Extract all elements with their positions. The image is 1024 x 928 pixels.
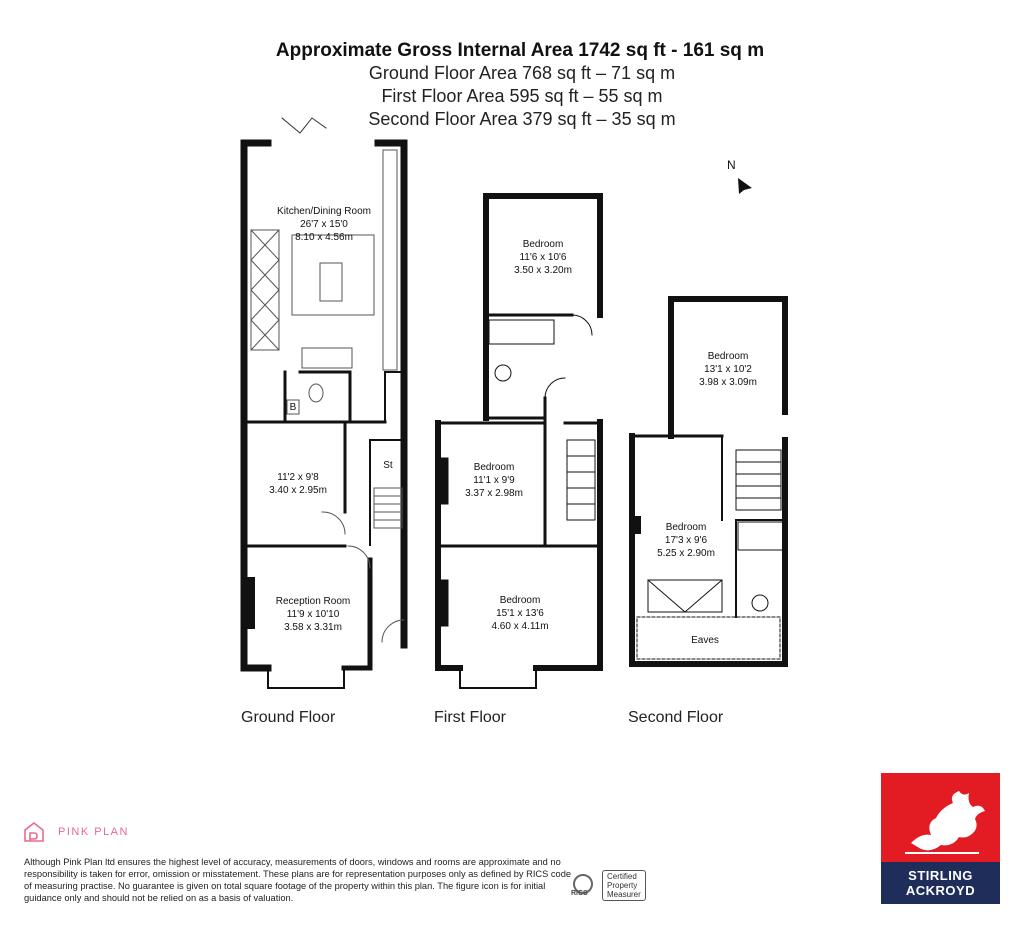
second-main-bedroom-label — [636, 521, 736, 560]
room-imperial: 15'1 x 13'6 — [496, 608, 544, 619]
rics-cert-line: Certified — [607, 872, 637, 881]
ground-floor-area: Ground Floor Area 768 sq ft – 71 sq m — [368, 63, 676, 83]
second-floor-area: Second Floor Area 379 sq ft – 35 sq m — [368, 109, 676, 129]
room-name: Kitchen/Dining Room — [277, 206, 371, 217]
stirling-ackroyd-logo — [881, 773, 1000, 904]
first-front-bedroom-label — [470, 594, 570, 633]
pink-plan-logo — [22, 820, 129, 844]
room-name: Bedroom — [665, 522, 707, 533]
rics-cert-line: Measurer — [607, 890, 641, 899]
ground-floor-label: Ground Floor — [241, 709, 336, 726]
pink-plan-house-icon — [22, 820, 46, 844]
room-imperial: 11'1 x 9'9 — [473, 475, 515, 486]
room-metric: 3.98 x 3.09m — [699, 377, 757, 388]
room-name: Bedroom — [707, 351, 749, 362]
gross-area-title: Approximate Gross Internal Area 1742 sq ft - 161 sq m — [275, 40, 765, 61]
brand-line-1: STIRLING — [908, 868, 973, 883]
second-rear-bedroom-label — [678, 350, 778, 389]
room-metric: 8.10 x 4.56m — [295, 232, 353, 243]
first-mid-bedroom-label — [444, 461, 544, 500]
room-imperial: 13'1 x 10'2 — [704, 364, 752, 375]
room-imperial: 11'2 x 9'8 — [277, 472, 319, 483]
room-metric: 3.58 x 3.31m — [284, 622, 342, 633]
rics-badge — [568, 870, 646, 901]
griffin-icon — [881, 773, 1000, 862]
pink-plan-wordmark: PINK PLAN — [58, 826, 129, 838]
room-metric: 3.40 x 2.95m — [269, 485, 327, 496]
room-name: Bedroom — [522, 239, 564, 250]
kitchen-dining-room-label — [254, 205, 394, 244]
room-imperial: 17'3 x 9'6 — [664, 535, 708, 546]
eaves-label: Eaves — [691, 635, 719, 646]
second-floor-label: Second Floor — [628, 709, 724, 726]
room-imperial: 26'7 x 15'0 — [300, 219, 348, 230]
brand-emblem-panel — [881, 773, 1000, 862]
disclaimer-text: Although Pink Plan ltd ensures the highest level of accuracy, measurements of doors, windows and rooms are approximate and no responsibility is taken for error, omission or misstatement. These plans are for representation purposes only as defined by RICS code of measuring practise. No guarantee is given on total square footage of the property within this plan. The figure icon is for initial guidance only and should not be relied on as a basis of valuation. — [24, 857, 572, 903]
room-metric: 4.60 x 4.11m — [491, 621, 549, 632]
ground-kitchen-fittings — [251, 118, 404, 642]
compass-north-label: N — [727, 158, 736, 172]
north-arrow-icon — [738, 178, 752, 194]
first-floor-label: First Floor — [434, 709, 506, 726]
room-name: Bedroom — [499, 595, 541, 606]
room-metric: 5.25 x 2.90m — [657, 548, 715, 559]
room-imperial: 11'9 x 10'10 — [286, 609, 340, 620]
rics-wordmark: RICS — [571, 890, 588, 897]
room-name: Reception Room — [275, 596, 351, 607]
rics-certified-text — [602, 870, 646, 901]
store-label: St — [383, 460, 393, 471]
boiler-label: B — [289, 402, 297, 413]
brand-line-2: ACKROYD — [905, 883, 976, 898]
first-floor-area: First Floor Area 595 sq ft – 55 sq m — [381, 86, 663, 106]
reception-room-label — [258, 595, 368, 634]
middle-room-label — [248, 471, 348, 497]
brand-name-panel — [881, 862, 1000, 904]
rics-cert-line: Property — [607, 881, 638, 890]
room-metric: 3.50 x 3.20m — [514, 265, 572, 276]
room-metric: 3.37 x 2.98m — [465, 488, 523, 499]
room-imperial: 11'6 x 10'6 — [519, 252, 567, 263]
room-name: Bedroom — [473, 462, 515, 473]
first-rear-bedroom-label — [493, 238, 593, 277]
